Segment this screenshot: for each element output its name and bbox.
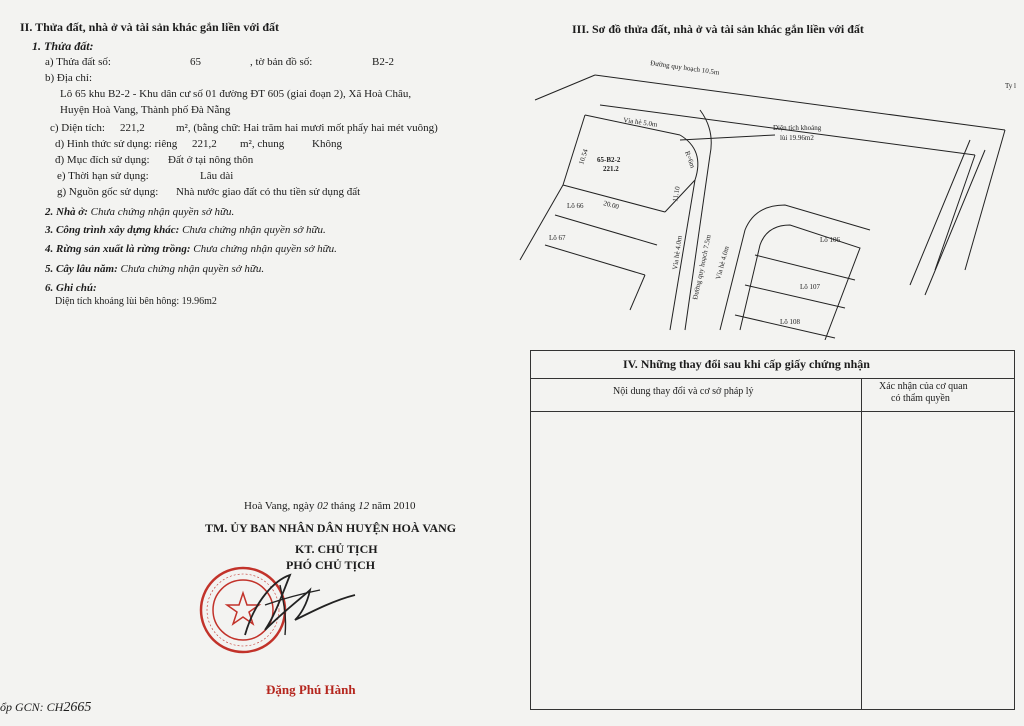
term-label: e) Thời hạn sử dụng:: [57, 170, 149, 182]
col-authority-line2: có thẩm quyền: [891, 393, 950, 404]
role-line2: PHÓ CHỦ TỊCH: [286, 558, 376, 572]
place-date: [244, 500, 416, 512]
col-change-content: Nội dung thay đổi và cơ sở pháp lý: [613, 386, 754, 397]
section2-title: II. Thửa đất, nhà ở và tài sản khác gắn liền với đất: [20, 20, 280, 34]
changes-table-header-row: [531, 378, 1014, 412]
map-lot106: Lô 106: [820, 236, 841, 244]
date-year: năm 2010: [371, 500, 416, 512]
map-setback2: lùi 19.96m2: [780, 134, 814, 142]
area-label: c) Diện tích:: [50, 122, 105, 134]
signature-scribble: [195, 560, 365, 650]
forest-label: 4. Rừng sản xuất là rừng trồng:: [45, 243, 191, 255]
purpose-value: Đất ở tại nông thôn: [168, 154, 254, 166]
map-sidewalk-mid: Vỉa hè 4.0m: [671, 235, 684, 271]
gcn-number: [0, 700, 91, 716]
house-value: Chưa chứng nhận quyền sở hữu.: [90, 206, 235, 218]
parcel-map: [505, 40, 1020, 340]
notes-value: Diện tích khoảng lùi bên hông: 19.96m2: [55, 296, 217, 307]
gcn-label: ổp GCN: CH: [0, 700, 64, 714]
forest-value: Chưa chứng nhận quyền sở hữu.: [193, 243, 337, 255]
origin-value: Nhà nước giao đất có thu tiền sử dụng đất: [176, 186, 361, 198]
address-label: b) Địa chỉ:: [45, 72, 93, 84]
map-sheet-value: B2-2: [372, 56, 394, 68]
role-line1: KT. CHỦ TỊCH: [295, 542, 378, 556]
changes-table-title-row: [531, 351, 1014, 379]
perennial-value: Chưa chứng nhận quyền sở hữu.: [120, 263, 265, 275]
usage-form-label: d) Hình thức sử dụng: riêng: [55, 138, 178, 150]
usage-common-value: Không: [312, 138, 342, 150]
section3-title: III. Sơ đồ thửa đất, nhà ở và tài sản khác gắn liền với đất: [572, 22, 864, 36]
notes-label: 6. Ghi chú:: [45, 282, 97, 294]
col-authority-line1: Xác nhận của cơ quan: [879, 381, 968, 392]
map-sheet-label: , tờ bản đồ số:: [250, 56, 313, 68]
parcel-number-value: 65: [190, 56, 201, 68]
land-heading: 1. Thửa đất:: [32, 39, 94, 53]
map-lot67: Lô 67: [549, 234, 566, 242]
map-sidewalk-top: Vỉa hè 5.0m: [622, 116, 658, 129]
construction-label: 3. Công trình xây dựng khác:: [45, 224, 180, 236]
date-day: 02: [317, 500, 329, 512]
origin-label: g) Nguồn gốc sử dụng:: [57, 186, 159, 198]
map-lot66: Lô 66: [567, 202, 584, 210]
usage-common-label: m², chung: [240, 138, 285, 150]
org-title: TM. ỦY BAN NHÂN DÂN HUYỆN HOÀ VANG: [205, 521, 457, 535]
perennial-label: 5. Cây lâu năm:: [45, 263, 118, 275]
map-setback: Diện tích khoảng: [773, 124, 822, 132]
usage-private-value: 221,2: [192, 138, 217, 150]
area-value: 221,2: [120, 122, 145, 134]
parcel-number-label: a) Thửa đất số:: [45, 56, 111, 68]
map-sidewalk-right: Vỉa hè 4.0m: [714, 245, 731, 281]
address-line2: Huyện Hoà Vang, Thành phố Đà Nẵng: [60, 104, 231, 116]
map-lot107: Lô 107: [800, 283, 821, 291]
map-road-top: Đường quy hoạch 10.5m: [649, 59, 720, 77]
date-month: 12: [358, 500, 370, 512]
map-lot-area: 221.2: [603, 165, 619, 173]
map-lot-id: 65-B2-2: [597, 156, 621, 164]
map-arc: R=6m: [683, 149, 697, 170]
address-line1: Lô 65 khu B2-2 - Khu dân cư số 01 đường ĐT 605 (giai đoạn 2), Xã Hoà Châu,: [60, 88, 412, 100]
place-date-prefix: Hoà Vang, ngày: [244, 500, 315, 512]
term-value: Lâu dài: [200, 170, 234, 182]
map-lot108: Lô 108: [780, 318, 801, 326]
section4-title: IV. Những thay đổi sau khi cấp giấy chứng nhận: [623, 357, 870, 371]
changes-table: [530, 350, 1015, 710]
date-month-label: tháng: [330, 500, 356, 512]
map-dim-bottom: 20.00: [602, 199, 620, 212]
map-corner-label: Ty l: [1005, 82, 1016, 90]
map-road-mid: Đường quy hoạch 7.5m: [691, 233, 713, 301]
construction-value: Chưa chứng nhận quyền sở hữu.: [182, 224, 326, 236]
map-dim-right: 11.10: [671, 185, 682, 203]
changes-table-divider: [861, 378, 862, 709]
gcn-value: 2665: [63, 700, 92, 715]
purpose-label: đ) Mục đích sử dụng:: [55, 154, 150, 166]
area-words: m², (bằng chữ: Hai trăm hai mươi mốt phẩy hai mét vuông): [176, 122, 438, 134]
signer-name: Đặng Phú Hành: [266, 682, 356, 697]
house-label: 2. Nhà ở:: [45, 206, 88, 218]
map-dim-left: 10.54: [577, 148, 590, 166]
